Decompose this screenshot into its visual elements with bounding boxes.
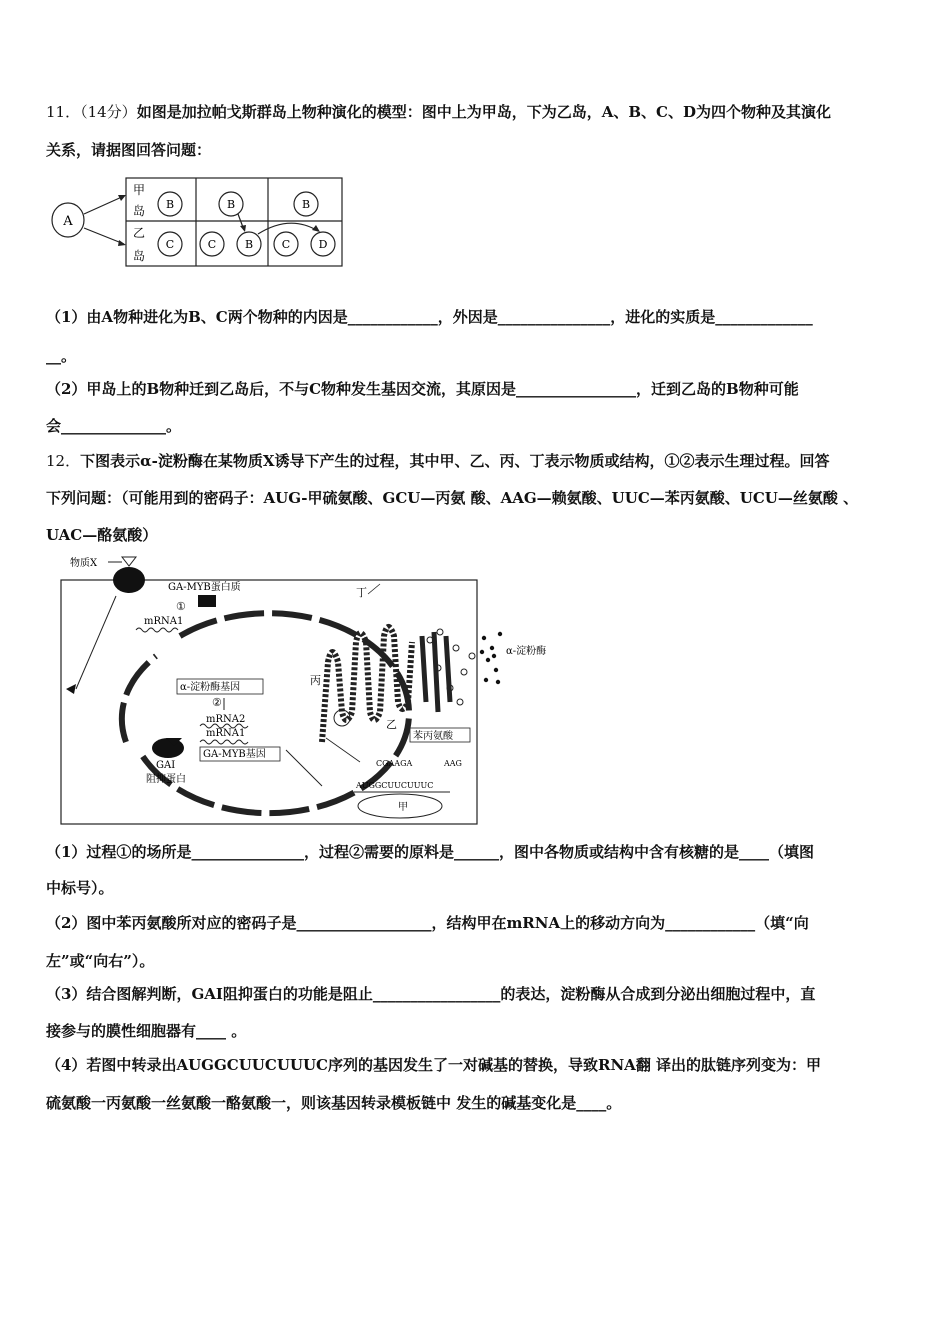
q12-sub3-line2: 接参与的膜性细胞器有____ 。 <box>46 1022 247 1040</box>
q11-intro-line1 <box>46 102 831 122</box>
mrna1-wave <box>136 628 178 632</box>
island-jia-char2: 岛 <box>132 204 146 218</box>
q11-sub1-line1: （1）由A物种进化为B、C两个物种的内因是____________，外因是_______________，进化的实质是_____________ <box>46 308 813 326</box>
species-c-label-2: C <box>207 238 217 251</box>
q12-sub4-line1: （4）若图中转录出AUGGCUUCUUUC序列的基因发生了一对碱基的替换，导致RNA翻 译出的肽链序列变为：甲 <box>46 1056 822 1074</box>
golgi <box>422 632 450 712</box>
species-c-label-1: C <box>165 238 175 251</box>
species-b-label-1: B <box>165 198 175 211</box>
cytoplasm-arrow <box>66 684 76 694</box>
ga-myb-gene-label: GA-MYB基因 <box>203 749 266 760</box>
island-jia-char1: 甲 <box>132 183 146 197</box>
q11-intro-line2: 关系，请据图回答问题： <box>46 141 212 159</box>
ga-myb-protein-icon <box>198 595 216 607</box>
species-c-label-3: C <box>281 238 291 251</box>
gai-repressor-blob <box>152 738 184 758</box>
species-a-label: A <box>63 214 73 229</box>
q12-sub3-line1: （3）结合图解判断，GAI阻抑蛋白的功能是阻止_________________的表达，淀粉酶从合成到分泌出细胞过程中，直 <box>46 985 816 1003</box>
step2-label: ② <box>212 696 222 709</box>
yi-label: 乙 <box>386 718 397 731</box>
mrna-seq-label: AUGGCUUCUUUC <box>356 781 434 790</box>
q12-intro-line3: UAC—酪氨酸） <box>46 526 158 544</box>
q12-sub2-line2: 左”或“向右”）。 <box>46 952 155 970</box>
q11-number: 11．（14分） <box>46 103 137 121</box>
q12-sub4-line2: 硫氨酸一丙氨酸一丝氨酸一酪氨酸一，则该基因转录模板链中 发生的碱基变化是____。 <box>46 1094 622 1112</box>
repressor-label: 阻抑蛋白 <box>146 774 186 785</box>
aag-label: AAG <box>444 759 462 768</box>
ga-myb-protein-label: GA-MYB蛋白质 <box>168 582 241 593</box>
substance-x-marker <box>122 557 136 566</box>
mrna1b-label: mRNA1 <box>206 728 246 739</box>
q12-sub1-line2: 中标号）。 <box>46 879 114 897</box>
q12-amylase-diagram <box>60 552 570 826</box>
species-b-label-4: B <box>244 238 254 251</box>
arrow-a-to-top <box>84 196 124 214</box>
q12-intro-text: 下图表示α-淀粉酶在某物质X诱导下产生的过程，其中甲、乙、丙、丁表示物质或结构，①②表示生理过程。回答 <box>80 452 830 470</box>
step1-label: ① <box>176 600 186 613</box>
jia-label: 甲 <box>398 802 408 813</box>
species-b-label-2: B <box>226 198 236 211</box>
q12-intro-line1 <box>46 451 830 471</box>
amylase-gene-label: α-淀粉酶基因 <box>180 682 241 693</box>
phe-label: 苯丙氨酸 <box>413 731 453 742</box>
q11-intro-text: 如图是加拉帕戈斯群岛上物种演化的模型：图中上为甲岛，下为乙岛，A、B、C、D为四个物种及其演化 <box>136 103 831 121</box>
substance-x-label: 物质X <box>70 558 98 569</box>
island-yi-char1: 乙 <box>132 226 146 240</box>
q11-evolution-diagram <box>46 174 346 272</box>
mrna2-label: mRNA2 <box>206 714 246 725</box>
arrow-a-to-bottom <box>84 228 124 244</box>
secreted-amylase-dots <box>480 632 502 684</box>
mrna1-label: mRNA1 <box>144 616 184 627</box>
q11-sub2-line2: 会______________。 <box>46 417 182 435</box>
receptor-blob <box>113 567 145 593</box>
islands-grid <box>126 178 342 266</box>
q12-intro-line2: 下列问题：（可能用到的密码子：AUG-甲硫氨酸、GCU—丙氨 酸、AAG—赖氨酸、UUC—苯丙氨酸、UCU—丝氨酸 、 <box>46 489 859 507</box>
bing-label: 丙 <box>310 674 321 687</box>
gai-label: GAI <box>156 760 176 771</box>
island-yi-char2: 岛 <box>132 249 146 263</box>
endoplasmic-reticulum <box>322 627 412 742</box>
species-b-label-3: B <box>301 198 311 211</box>
species-d-label: D <box>318 238 328 251</box>
amylase-label: α-淀粉酶 <box>506 646 547 657</box>
ding-label: 丁 <box>356 586 367 599</box>
q11-sub1-line2: __。 <box>46 347 77 365</box>
q12-number: 12． <box>46 452 81 470</box>
q12-sub1-line1: （1）过程①的场所是_______________，过程②需要的原料是______，图中各物质或结构中含有核糖的是____（填图 <box>46 843 814 861</box>
anticodon-label: CGAAGA <box>376 759 413 768</box>
q12-sub2-line1: （2）图中苯丙氨酸所对应的密码子是__________________，结构甲在mRNA上的移动方向为____________（填“向 <box>46 914 809 932</box>
q11-sub2-line1: （2）甲岛上的B物种迁到乙岛后，不与C物种发生基因交流，其原因是________________，迁到乙岛的B物种可能 <box>46 380 799 398</box>
